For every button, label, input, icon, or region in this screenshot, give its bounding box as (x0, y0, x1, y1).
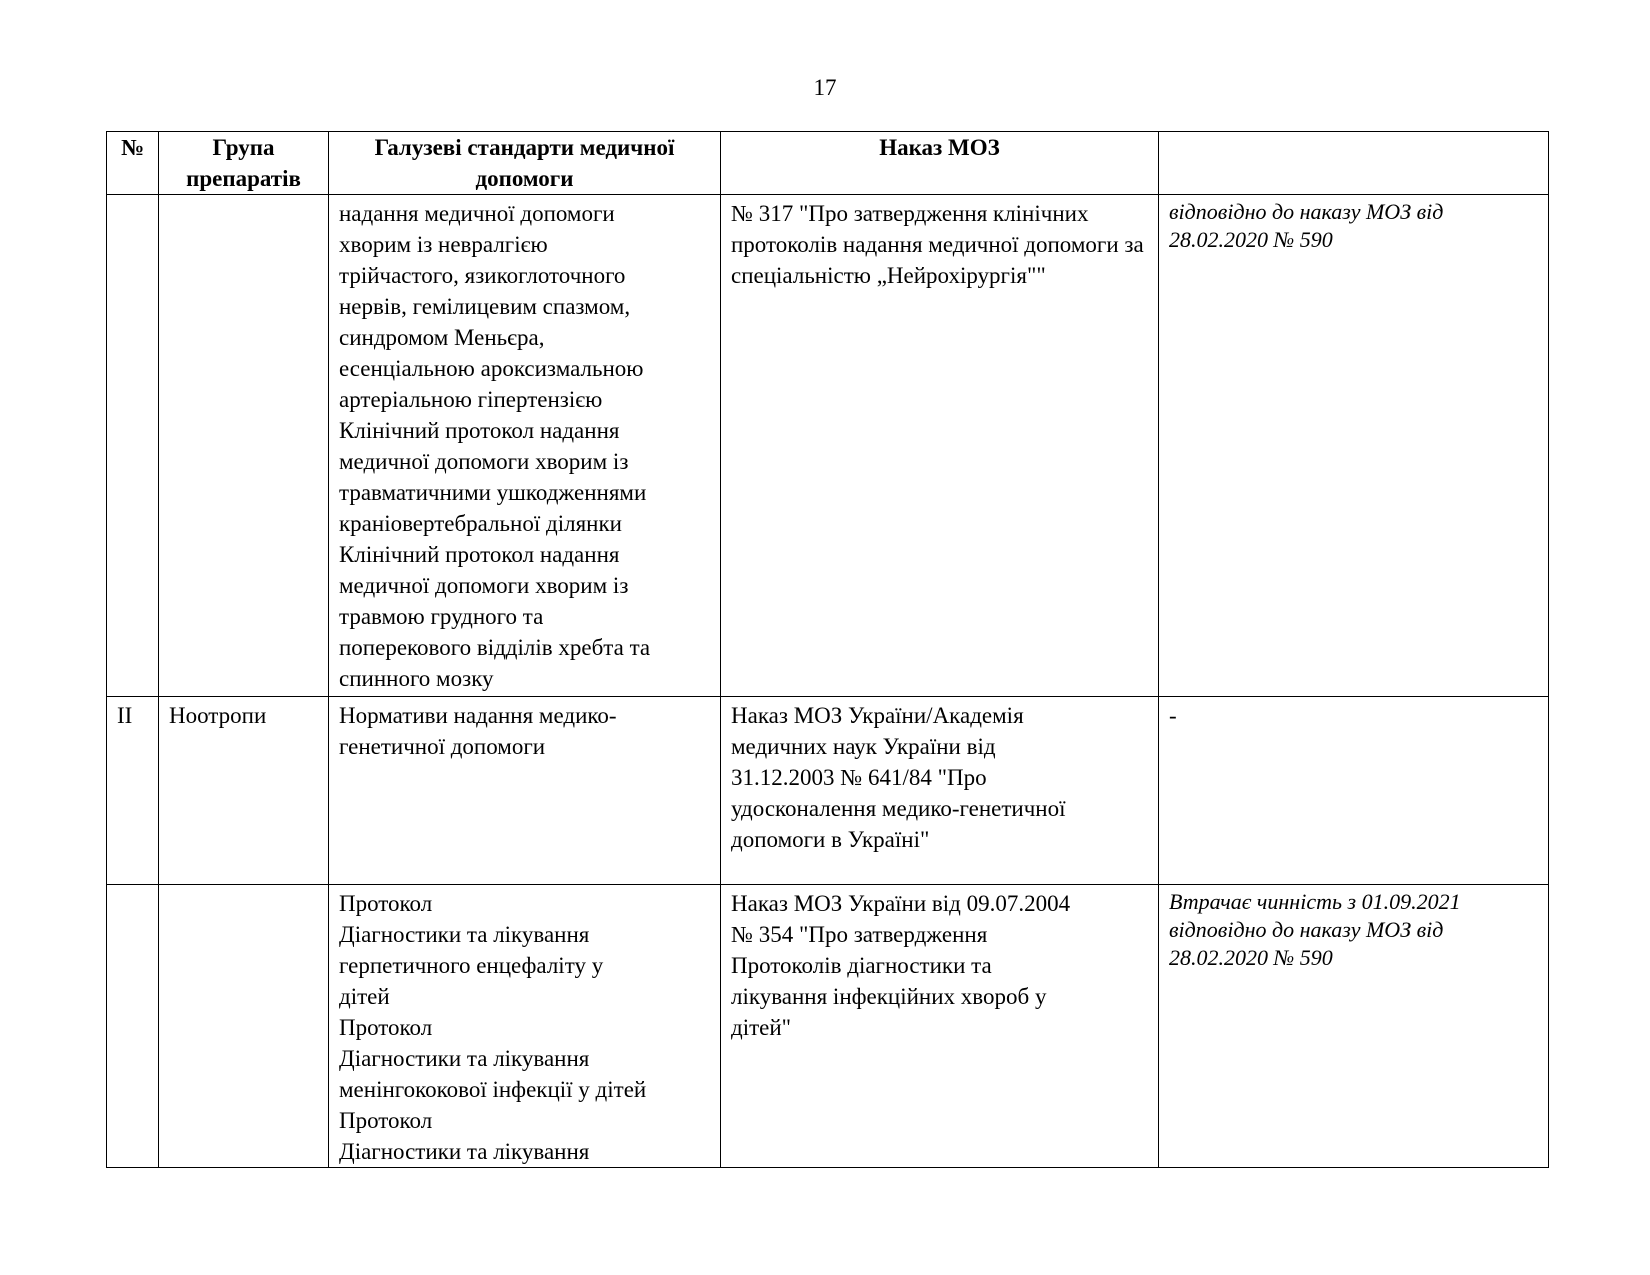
cell-order (721, 885, 1159, 1168)
cell-group (159, 885, 329, 1168)
cell-standards (329, 697, 721, 885)
text-line: синдромом Меньєра, (339, 325, 545, 350)
text-line: Клінічний протокол надання (339, 542, 620, 567)
cell-num (107, 195, 159, 697)
cell-group: Ноотропи (159, 697, 329, 885)
standards-table (106, 131, 1549, 1168)
cell-note: - (1159, 697, 1549, 885)
cell-order (721, 697, 1159, 885)
text-line: Протоколів діагностики та (731, 953, 992, 978)
page-number: 17 (813, 75, 837, 100)
text-line: краніовертебральної ділянки (339, 511, 622, 536)
text-line: Наказ МОЗ України від 09.07.2004 (731, 891, 1071, 916)
text-line: Нормативи надання медико- (339, 703, 617, 728)
cell-num: II (107, 697, 159, 885)
text-line: 31.12.2003 № 641/84 "Про (731, 765, 987, 790)
text-line: лікування інфекційних хвороб у (731, 984, 1047, 1009)
cell-group (159, 195, 329, 697)
table-row (107, 195, 1549, 697)
text-line: медичної допомоги хворим із (339, 573, 629, 598)
text-line: поперекового відділів хребта та (339, 635, 651, 660)
text-line: менінгококової інфекції у дітей (339, 1077, 647, 1102)
table-row (107, 885, 1549, 1168)
text-line: травмою грудного та (339, 604, 544, 629)
cell-standards (329, 195, 721, 697)
text-line: Втрачає чинність з 01.09.2021 (1169, 889, 1461, 914)
text-line: удосконалення медико-генетичної (731, 796, 1066, 821)
text-line: медичної допомоги хворим із (339, 449, 629, 474)
text-line: Діагностики та лікування (339, 1139, 590, 1164)
header-order: Наказ МОЗ (721, 132, 1159, 195)
text-line: Наказ МОЗ України/Академія (731, 703, 1024, 728)
text-line: Діагностики та лікування (339, 1046, 590, 1071)
text-line: дітей (339, 984, 390, 1009)
header-group: Група препаратів (159, 132, 329, 195)
text-line: травматичними ушкодженнями (339, 480, 647, 505)
table-header-row (107, 132, 1549, 195)
header-note (1159, 132, 1549, 195)
text-line: Протокол (339, 1015, 433, 1040)
header-num: № (107, 132, 159, 195)
table-row (107, 697, 1549, 885)
text-line: генетичної допомоги (339, 734, 546, 759)
cell-standards (329, 885, 721, 1168)
text-line: відповідно до наказу МОЗ від (1169, 917, 1444, 942)
text-line: артеріальною гіпертензією (339, 387, 603, 412)
cell-num (107, 885, 159, 1168)
cell-order: № 317 "Про затвердження клінічних протоколів надання медичної допомоги за спеціальністю „Нейрохірургія"" (721, 195, 1159, 697)
header-standards: Галузеві стандарти медичної допомоги (329, 132, 721, 195)
cell-note: відповідно до наказу МОЗ від 28.02.2020 № 590 (1159, 195, 1549, 697)
text-line: надання медичної допомоги (339, 201, 615, 226)
text-line: нервів, гемілицевим спазмом, (339, 294, 631, 319)
text-line: Протокол (339, 1108, 433, 1133)
cell-note (1159, 885, 1549, 1168)
text-line: хворим із невралгією (339, 232, 548, 257)
text-line: герпетичного енцефаліту у (339, 953, 604, 978)
text-line: есенціальною ароксизмальною (339, 356, 644, 381)
text-line: спинного мозку (339, 666, 494, 691)
text-line: 28.02.2020 № 590 (1169, 945, 1333, 970)
text-line: Діагностики та лікування (339, 922, 590, 947)
text-line: трійчастого, язикоглоточного (339, 263, 626, 288)
text-line: допомоги в Україні" (731, 827, 930, 852)
text-line: Клінічний протокол надання (339, 418, 620, 443)
text-line: дітей" (731, 1015, 792, 1040)
text-line: медичних наук України від (731, 734, 996, 759)
text-line: № 354 "Про затвердження (731, 922, 988, 947)
text-line: Протокол (339, 891, 433, 916)
